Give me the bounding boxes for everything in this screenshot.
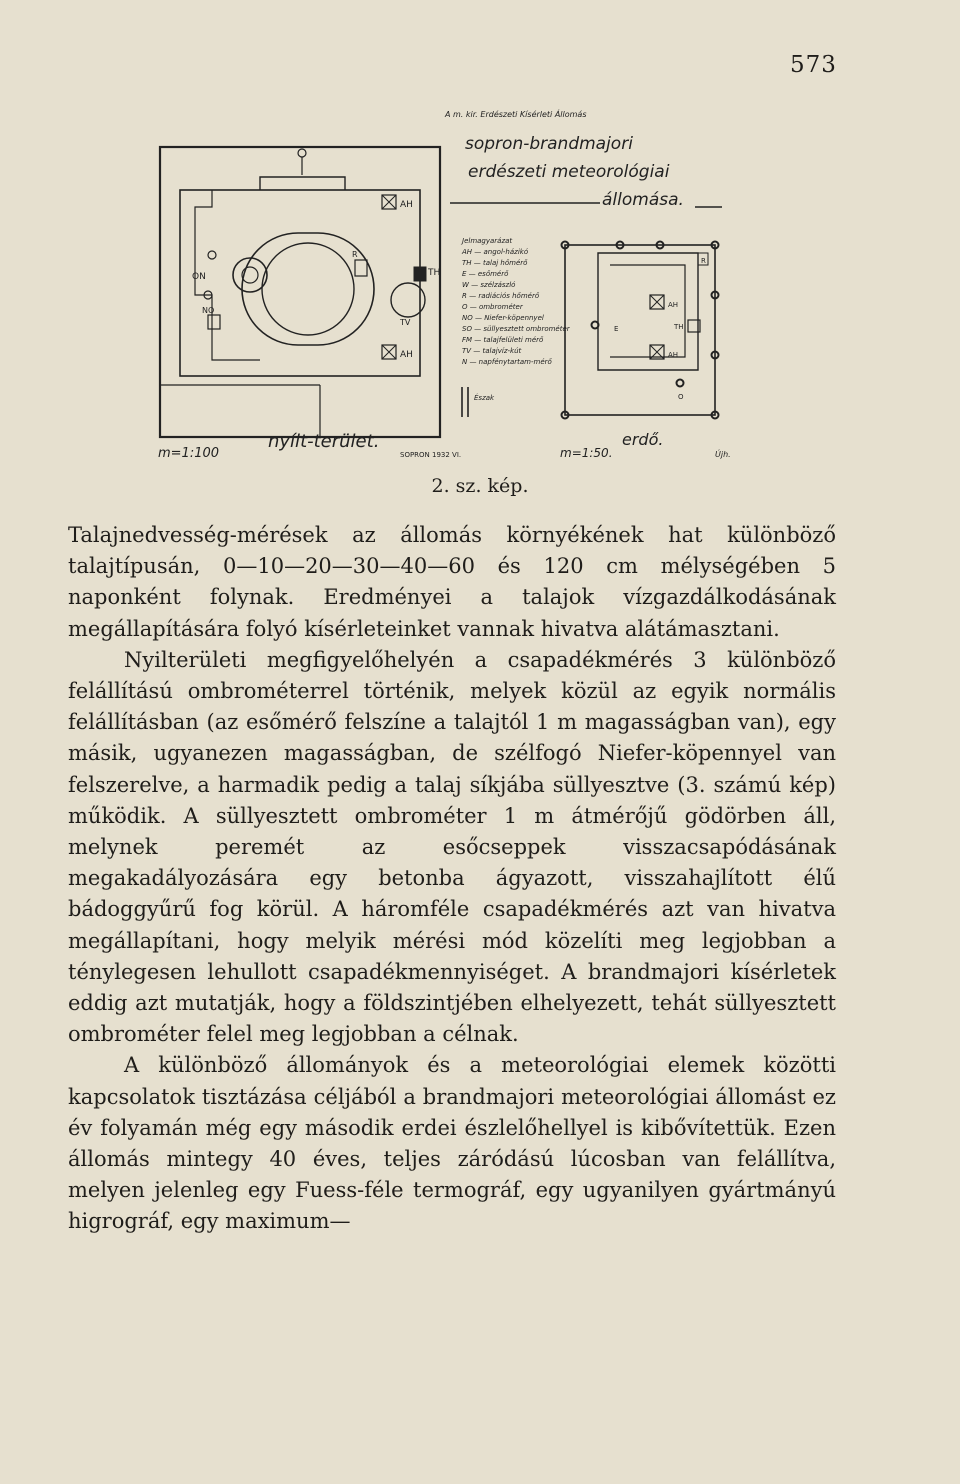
open-field-plan: [160, 147, 440, 437]
label-no: NO: [202, 306, 215, 315]
label-on: ON: [192, 272, 206, 282]
legend-item: AH — angol-házikó: [462, 248, 529, 256]
label-r: R: [352, 250, 358, 259]
label-ah-bottom: AH: [400, 350, 413, 360]
legend-item: E — esőmérő: [462, 270, 509, 278]
legend-item: W — szélzászló: [462, 281, 516, 289]
station-site-plan-figure: [150, 95, 850, 475]
paragraph-2: Nyilterületi megfigyelőhelyén a csapadékmérés 3 különböző felállítású ombrométerrel történik, melyek közül az egyik normális felállításban (az esőmérő felszíne a talajtól 1 m magasságban van), egy másik, ugyanezen magasságban, de szélfogó Niefer-köpennyel van felszerelve, a harmadik pedig a talaj síkjába süllyesztve (3. számú kép) működik. A süllyesztett ombrométer 1 m átmérőjű gödörben áll, melynek peremét az esőcseppek visszacsapódásának megakadályozására egy betonba ágyazott, visszahajlított élű bádoggyűrű fog körül. A háromféle csapadékmérés azt van hivatva megállapítani, hogy melyik mérési mód közelíti meg legjobban a ténylegesen lehullott csapadékmennyiséget. A brandmajori kísérletek eddig azt mutatják, hogy a földszintjében elhelyezett, tehát süllyesztett ombrométer felel meg legjobban a célnak.: [68, 647, 836, 1047]
label-tv: TV: [400, 318, 411, 327]
legend-item: SO — süllyesztett ombrométer: [462, 325, 570, 333]
legend-item: NO — Niefer-köpennyel: [462, 314, 544, 322]
north-arrow-icon: [462, 387, 495, 417]
date-stamp: SOPRON 1932 VI.: [400, 451, 462, 459]
paragraph-3: A különböző állományok és a meteorológiai elemek közötti kapcsolatok tisztázása céljából a brandmajori meteorológiai állomást ez év folyamán még egy második erdei észlelőhellyel is kibővítettük. Ezen állomás mintegy 40 éves, teljes záródású lúcosban van felállítva, melyen jelenleg egy Fuess-féle termográf, egy ugyanilyen gyártmányú higrográf, egy maximum—: [68, 1053, 836, 1234]
forest-label-th: TH: [674, 323, 684, 331]
figure-legend: [460, 237, 571, 366]
figure-title-line2: erdészeti meteorológiai: [468, 162, 670, 182]
forest-label-ah-top: AH: [668, 301, 679, 309]
drafter-signature: Újh.: [715, 450, 731, 459]
label-th: TH: [428, 268, 441, 278]
left-scale-label: m=1:100: [158, 446, 220, 461]
forest-plan: [562, 242, 719, 419]
legend-item: FM — talajfelületi mérő: [462, 336, 544, 344]
legend-item: O — ombrométer: [462, 303, 523, 311]
body-text: [68, 520, 836, 1238]
open-field-label: nyílt-terület.: [268, 431, 380, 452]
legend-item: N — napfénytartam-mérő: [462, 358, 552, 366]
legend-item: TV — talajvíz-kút: [462, 347, 522, 355]
figure-source-text: A m. kir. Erdészeti Kísérleti Állomás: [445, 110, 587, 119]
legend-item: R — radiációs hőmérő: [462, 292, 540, 300]
label-ah-top: AH: [400, 200, 413, 210]
forest-label: erdő.: [622, 430, 664, 449]
north-label: Észak: [474, 394, 495, 402]
legend-title: Jelmagyarázat: [462, 237, 513, 245]
forest-label-e: E: [614, 325, 619, 333]
forest-label-r: R: [701, 257, 706, 265]
figure-title-line3: állomása.: [602, 190, 684, 210]
figure-title-line1: sopron-brandmajori: [465, 134, 633, 154]
figure-caption: 2. sz. kép.: [431, 475, 529, 497]
forest-label-o: O: [678, 393, 684, 401]
paragraph-1: Talajnedvesség-mérések az állomás környékének hat különböző talajtípusán, 0—10—20—30—40—60 és 120 cm mélységében 5 naponként folynak. Eredményei a talajok vízgazdálkodásának megállapítására folyó kísérleteinket vannak hivatva alátámasztani.: [68, 523, 836, 641]
site-plan-drawing: [150, 95, 850, 475]
forest-label-ah-bottom: AH: [668, 351, 679, 359]
right-scale-label: m=1:50.: [560, 446, 613, 460]
page-number: 573: [790, 52, 837, 78]
legend-item: TH — talaj hőmérő: [462, 259, 528, 267]
